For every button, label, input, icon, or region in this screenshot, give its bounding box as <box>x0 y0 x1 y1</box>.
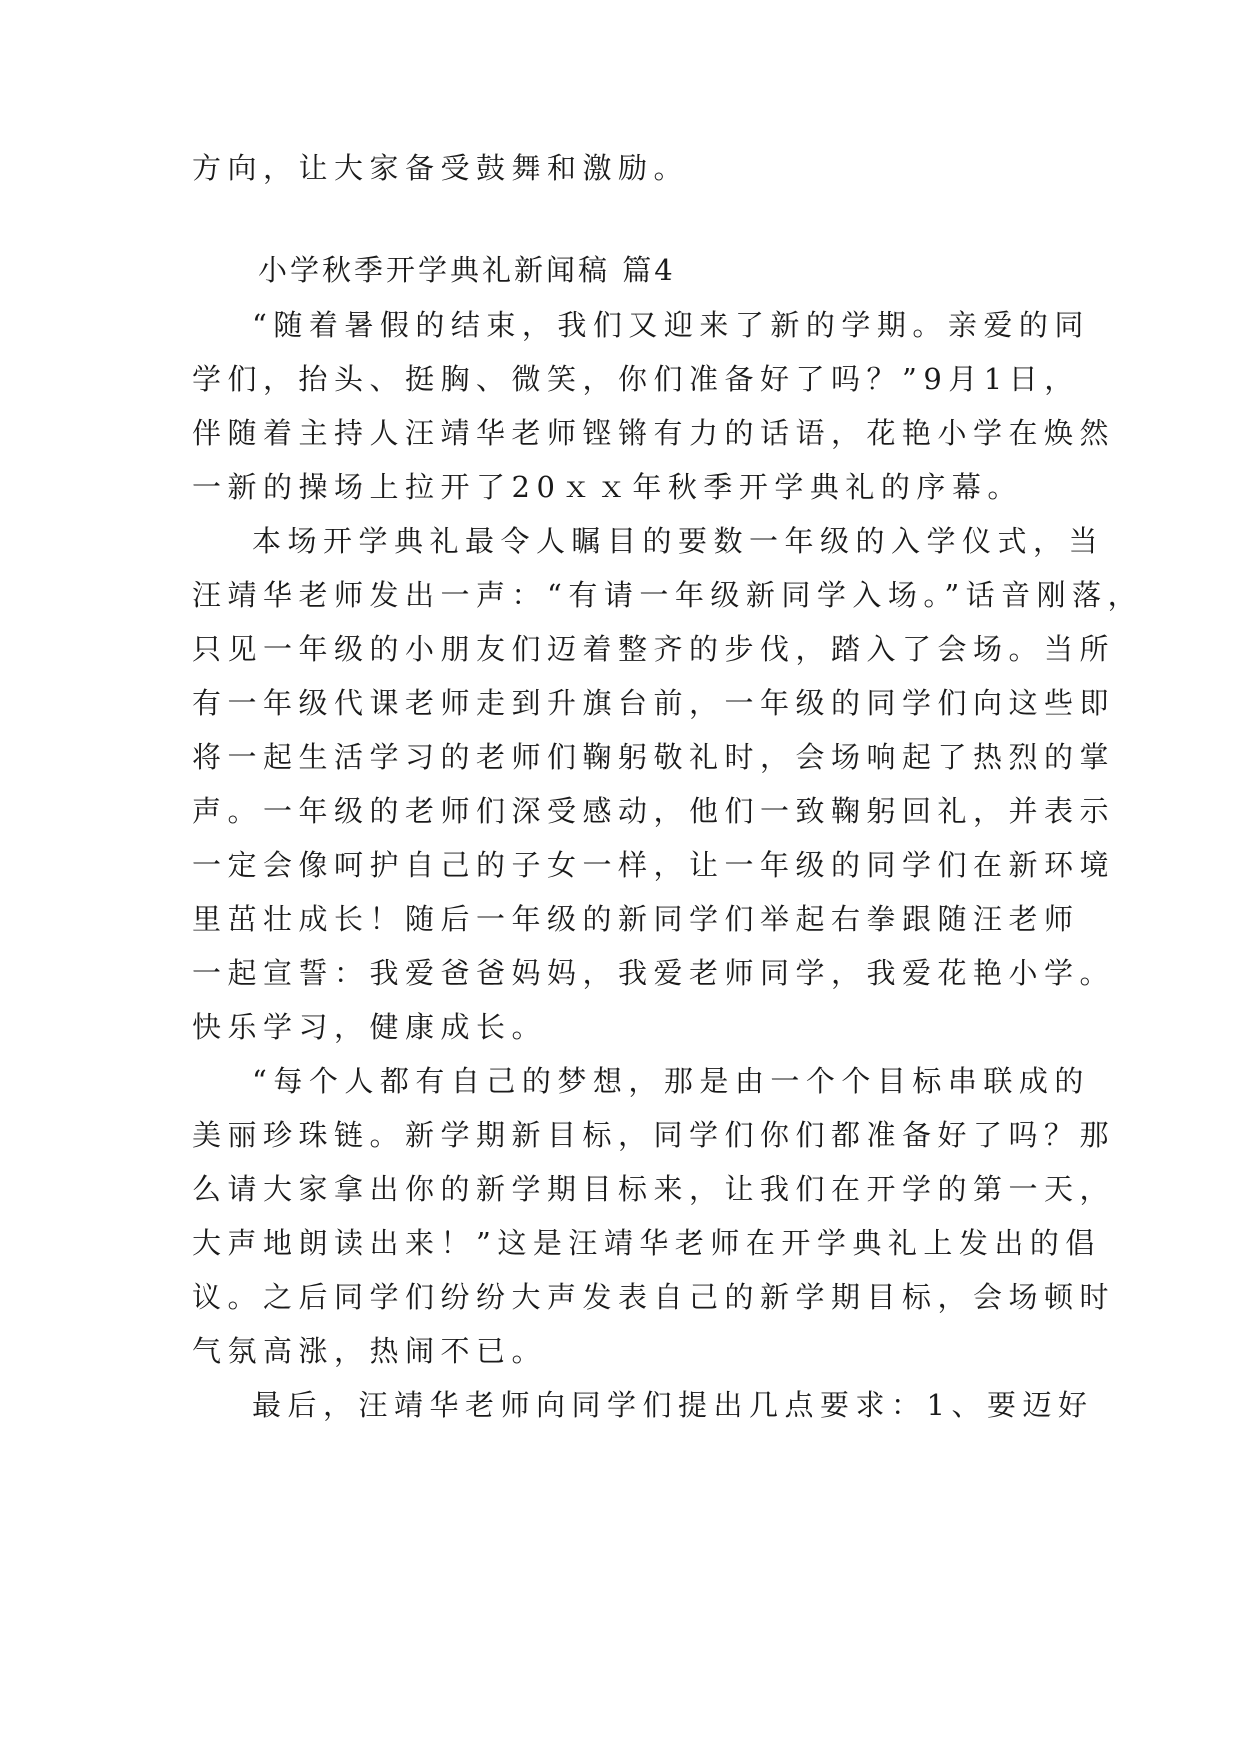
text-line: 快乐学习，健康成长。 <box>192 1010 548 1044</box>
text-line: 汪靖华老师发出一声：“有请一年级新同学入场。”话音刚落， <box>192 578 1144 612</box>
text-line: 一起宣誓：我爱爸爸妈妈，我爱老师同学，我爱花艳小学。 <box>192 956 1116 990</box>
text-line: 声。一年级的老师们深受感动，他们一致鞠躬回礼，并表示 <box>192 794 1116 828</box>
section-title: 小学秋季开学典礼新闻稿 篇4 <box>258 253 676 287</box>
text-line: “每个人都有自己的梦想，那是由一个个目标串联成的 <box>252 1064 1090 1098</box>
text-line: 美丽珍珠链。新学期新目标，同学们你们都准备好了吗？那 <box>192 1118 1116 1152</box>
text-line: 里茁壮成长！随后一年级的新同学们举起右拳跟随汪老师 <box>192 902 1080 936</box>
text-line: 有一年级代课老师走到升旗台前，一年级的同学们向这些即 <box>192 686 1116 720</box>
text-line: 伴随着主持人汪靖华老师铿锵有力的话语，花艳小学在焕然 <box>192 416 1116 450</box>
text-line: 最后，汪靖华老师向同学们提出几点要求：1、要迈好 <box>252 1388 1094 1422</box>
text-line: 将一起生活学习的老师们鞠躬敬礼时，会场响起了热烈的掌 <box>192 740 1116 774</box>
text-line: “随着暑假的结束，我们又迎来了新的学期。亲爱的同 <box>252 308 1090 342</box>
text-line: 方向，让大家备受鼓舞和激励。 <box>192 151 690 185</box>
text-line: 大声地朗读出来！”这是汪靖华老师在开学典礼上发出的倡 <box>192 1226 1101 1260</box>
text-line: 只见一年级的小朋友们迈着整齐的步伐，踏入了会场。当所 <box>192 632 1116 666</box>
text-line: 学们，抬头、挺胸、微笑，你们准备好了吗？”9月1日， <box>192 362 1080 396</box>
text-line: 议。之后同学们纷纷大声发表自己的新学期目标，会场顿时 <box>192 1280 1116 1314</box>
text-line: 一定会像呵护自己的子女一样，让一年级的同学们在新环境 <box>192 848 1116 882</box>
text-line: 气氛高涨，热闹不已。 <box>192 1334 548 1368</box>
text-line: 么请大家拿出你的新学期目标来，让我们在开学的第一天， <box>192 1172 1116 1206</box>
text-line: 本场开学典礼最令人瞩目的要数一年级的入学仪式，当 <box>252 524 1105 558</box>
text-line: 一新的操场上拉开了20ｘｘ年秋季开学典礼的序幕。 <box>192 470 1023 504</box>
